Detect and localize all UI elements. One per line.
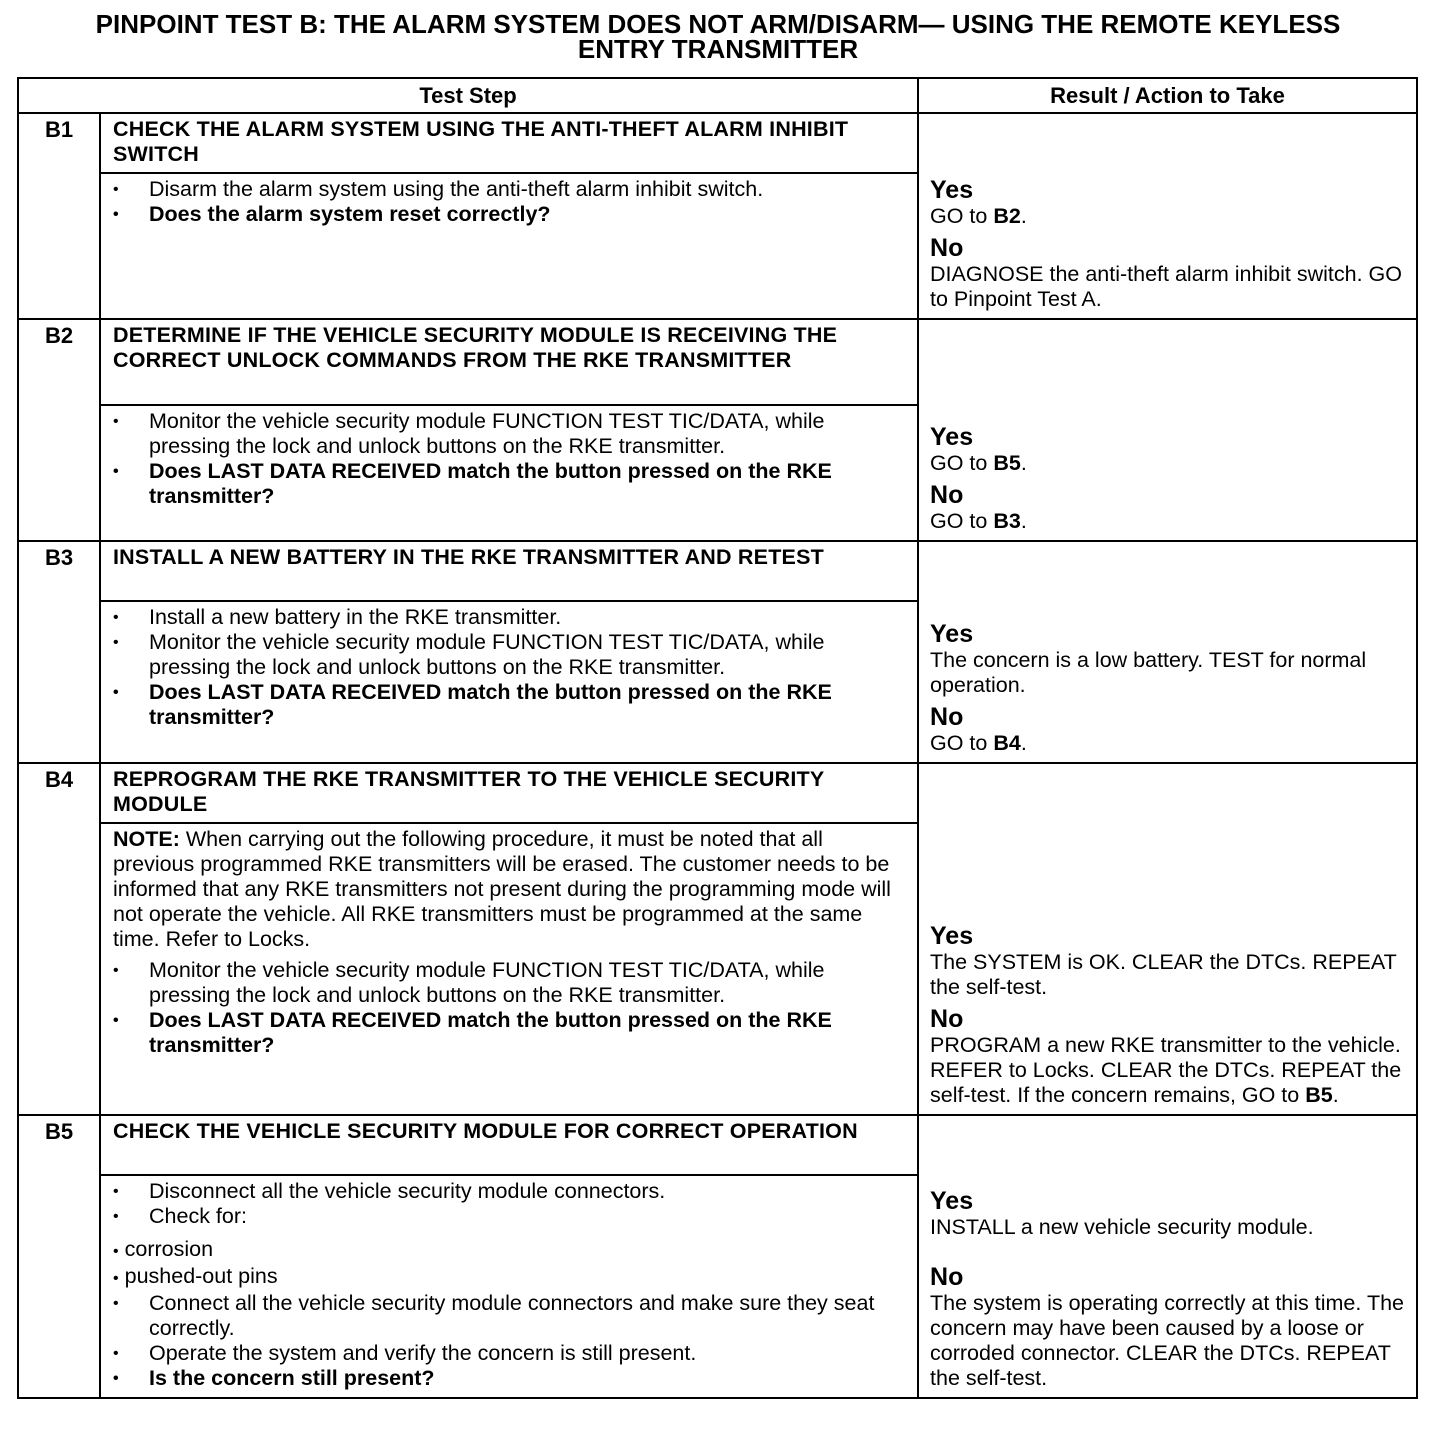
page-title-line-1: PINPOINT TEST B: THE ALARM SYSTEM DOES NOT ARM/DISARM— USING THE REMOTE KEYLESS (95, 9, 1341, 39)
list-item: • Check for: (113, 1204, 907, 1229)
step-id: B5 (18, 1115, 100, 1398)
step-result (918, 319, 1417, 541)
yes-action: The SYSTEM is OK. CLEAR the DTCs. REPEAT the self-test. (930, 950, 1397, 999)
step-body (100, 405, 918, 541)
step-question: • Does the alarm system reset correctly? (113, 202, 907, 227)
step-result (918, 541, 1417, 763)
test-step-b1 (18, 113, 1417, 319)
yes-label: Yes (930, 922, 974, 950)
yes-action: GO to B5. (930, 451, 1027, 475)
step-id: B4 (18, 763, 100, 1115)
no-action: GO to B3. (930, 509, 1027, 533)
step-title: CHECK THE ALARM SYSTEM USING THE ANTI-THEFT ALARM INHIBIT SWITCH (100, 113, 918, 173)
list-item: • Monitor the vehicle security module FUNCTION TEST TIC/DATA, while pressing the lock and unlock buttons on the RKE transmitter. (113, 409, 907, 459)
step-id: B2 (18, 319, 100, 541)
no-label: No (930, 703, 964, 731)
header-test-step: Test Step (18, 78, 918, 113)
step-body (100, 1175, 918, 1398)
step-title: INSTALL A NEW BATTERY IN THE RKE TRANSMITTER AND RETEST (100, 541, 918, 601)
list-item: • Operate the system and verify the concern is still present. (113, 1341, 907, 1366)
step-body (100, 173, 918, 319)
no-label: No (930, 481, 964, 509)
step-question: • Does LAST DATA RECEIVED match the button pressed on the RKE transmitter? (113, 459, 907, 509)
step-result (918, 763, 1417, 1115)
header-result-action: Result / Action to Take (918, 78, 1417, 113)
list-item: • Monitor the vehicle security module FUNCTION TEST TIC/DATA, while pressing the lock and unlock buttons on the RKE transmitter. (113, 958, 907, 1008)
sub-list-item: • corrosion (113, 1237, 907, 1264)
yes-label: Yes (930, 423, 974, 451)
pinpoint-test-table (17, 77, 1418, 1399)
step-title: CHECK THE VEHICLE SECURITY MODULE FOR CORRECT OPERATION (100, 1115, 918, 1175)
no-action: PROGRAM a new RKE transmitter to the vehicle. REFER to Locks. CLEAR the DTCs. REPEAT the self-test. If the concern remains, GO to B5. (930, 1033, 1402, 1107)
yes-label: Yes (930, 620, 974, 648)
yes-label: Yes (930, 176, 974, 204)
yes-label: Yes (930, 1187, 974, 1215)
yes-action: GO to B2. (930, 204, 1027, 228)
list-item: • Monitor the vehicle security module FUNCTION TEST TIC/DATA, while pressing the lock and unlock buttons on the RKE transmitter. (113, 630, 907, 680)
step-body (100, 823, 918, 1115)
no-action: DIAGNOSE the anti-theft alarm inhibit switch. GO to Pinpoint Test A. (930, 262, 1402, 311)
no-action: GO to B4. (930, 731, 1027, 755)
sub-list-item: • pushed-out pins (113, 1264, 907, 1291)
step-question: • Is the concern still present? (113, 1366, 907, 1391)
note-text: NOTE: When carrying out the following procedure, it must be noted that all previous programmed RKE transmitters will be erased. The customer needs to be informed that any RKE transmitters not present during the programming mode will not operate the vehicle. All RKE transmitters must be programmed at the same time. Refer to Locks. (113, 827, 891, 951)
step-id: B3 (18, 541, 100, 763)
step-question: • Does LAST DATA RECEIVED match the button pressed on the RKE transmitter? (113, 1008, 907, 1058)
no-label: No (930, 1263, 964, 1291)
yes-action: The concern is a low battery. TEST for normal operation. (930, 648, 1367, 697)
list-item: • Install a new battery in the RKE transmitter. (113, 605, 907, 630)
step-title: REPROGRAM THE RKE TRANSMITTER TO THE VEHICLE SECURITY MODULE (100, 763, 918, 823)
test-step-b3 (18, 541, 1417, 763)
test-step-b5 (18, 1115, 1417, 1398)
page-title-line-2: ENTRY TRANSMITTER (577, 34, 859, 64)
list-item: • Disarm the alarm system using the anti-theft alarm inhibit switch. (113, 177, 907, 202)
test-step-b4 (18, 763, 1417, 1115)
list-item: • Disconnect all the vehicle security module connectors. (113, 1179, 907, 1204)
step-title: DETERMINE IF THE VEHICLE SECURITY MODULE IS RECEIVING THE CORRECT UNLOCK COMMANDS FROM THE RKE TRANSMITTER (100, 319, 918, 405)
step-body (100, 601, 918, 763)
no-label: No (930, 1005, 964, 1033)
no-label: No (930, 234, 964, 262)
step-id: B1 (18, 113, 100, 319)
test-step-b2 (18, 319, 1417, 541)
table-header-row (18, 78, 1417, 113)
step-result (918, 113, 1417, 319)
step-result (918, 1115, 1417, 1398)
step-question: • Does LAST DATA RECEIVED match the button pressed on the RKE transmitter? (113, 680, 907, 730)
list-item: • Connect all the vehicle security module connectors and make sure they seat correctly. (113, 1291, 907, 1341)
yes-action: INSTALL a new vehicle security module. (930, 1215, 1314, 1239)
no-action: The system is operating correctly at this time. The concern may have been caused by a loose or corroded connector. CLEAR the DTCs. REPEAT the self-test. (930, 1291, 1404, 1390)
page-title (18, 9, 1418, 64)
